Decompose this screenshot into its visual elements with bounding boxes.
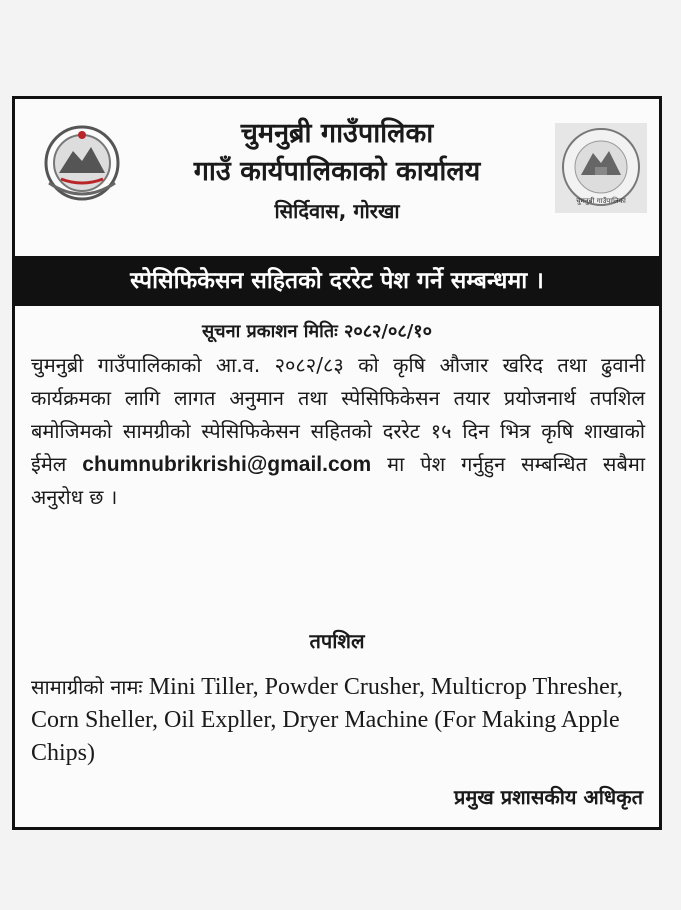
office-name: गाउँ कार्यपालिकाको कार्यालय [193, 156, 481, 187]
municipality-name: चुमनुब्री गाउँपालिका [240, 118, 434, 149]
body-text-after-email: मा पेश गर्नुहुन सम्बन्धित सबैमा अनुरोध छ । [31, 452, 646, 509]
municipality-logo-text: चुमनुब्री गाउँपालिका [576, 197, 626, 205]
subject-text: स्पेसिफिकेसन सहितको दररेट पेश गर्ने सम्बन्धमा । [130, 268, 544, 294]
items-label: सामाग्रीको नामः [31, 675, 143, 699]
tapasil-heading: तपशिल [309, 629, 365, 653]
notice-date: सूचना प्रकाशन मितिः २०८२/०८/१० [201, 321, 433, 342]
office-address: सिर्दिवास, गोरखा [274, 199, 400, 223]
signature: प्रमुख प्रशासकीय अधिकृत [454, 785, 643, 809]
items-text: Mini Tiller, Powder Crusher, Multicrop Thresher, Corn Sheller, Oil Expller, Dryer Machine (For Making Apple Chips) [31, 674, 623, 766]
items-list [31, 671, 645, 770]
header [15, 99, 659, 254]
notice-frame [12, 96, 662, 830]
municipality-logo-icon [555, 123, 647, 213]
body-text-before-email: चुमनुब्री गाउँपालिकाको आ.व. २०८२/८३ को कृषि औजार खरिद तथा ढुवानी कार्यक्रमका लागि लागत अनुमान तथा स्पेसिफिकेसन तयार प्रयोजनार्थ तपशिल बमोजिमको सामग्रीको स्पेसिफिकेसन सहितको दररेट १५ दिन भित्र कृषि शाखाको ईमेल [31, 353, 645, 476]
office-titles [125, 115, 549, 227]
notice-body [31, 349, 645, 514]
subject-bar [15, 256, 659, 306]
nepal-government-emblem-icon [41, 123, 123, 203]
email-link[interactable]: chumnubrikrishi@gmail.com [82, 453, 372, 476]
